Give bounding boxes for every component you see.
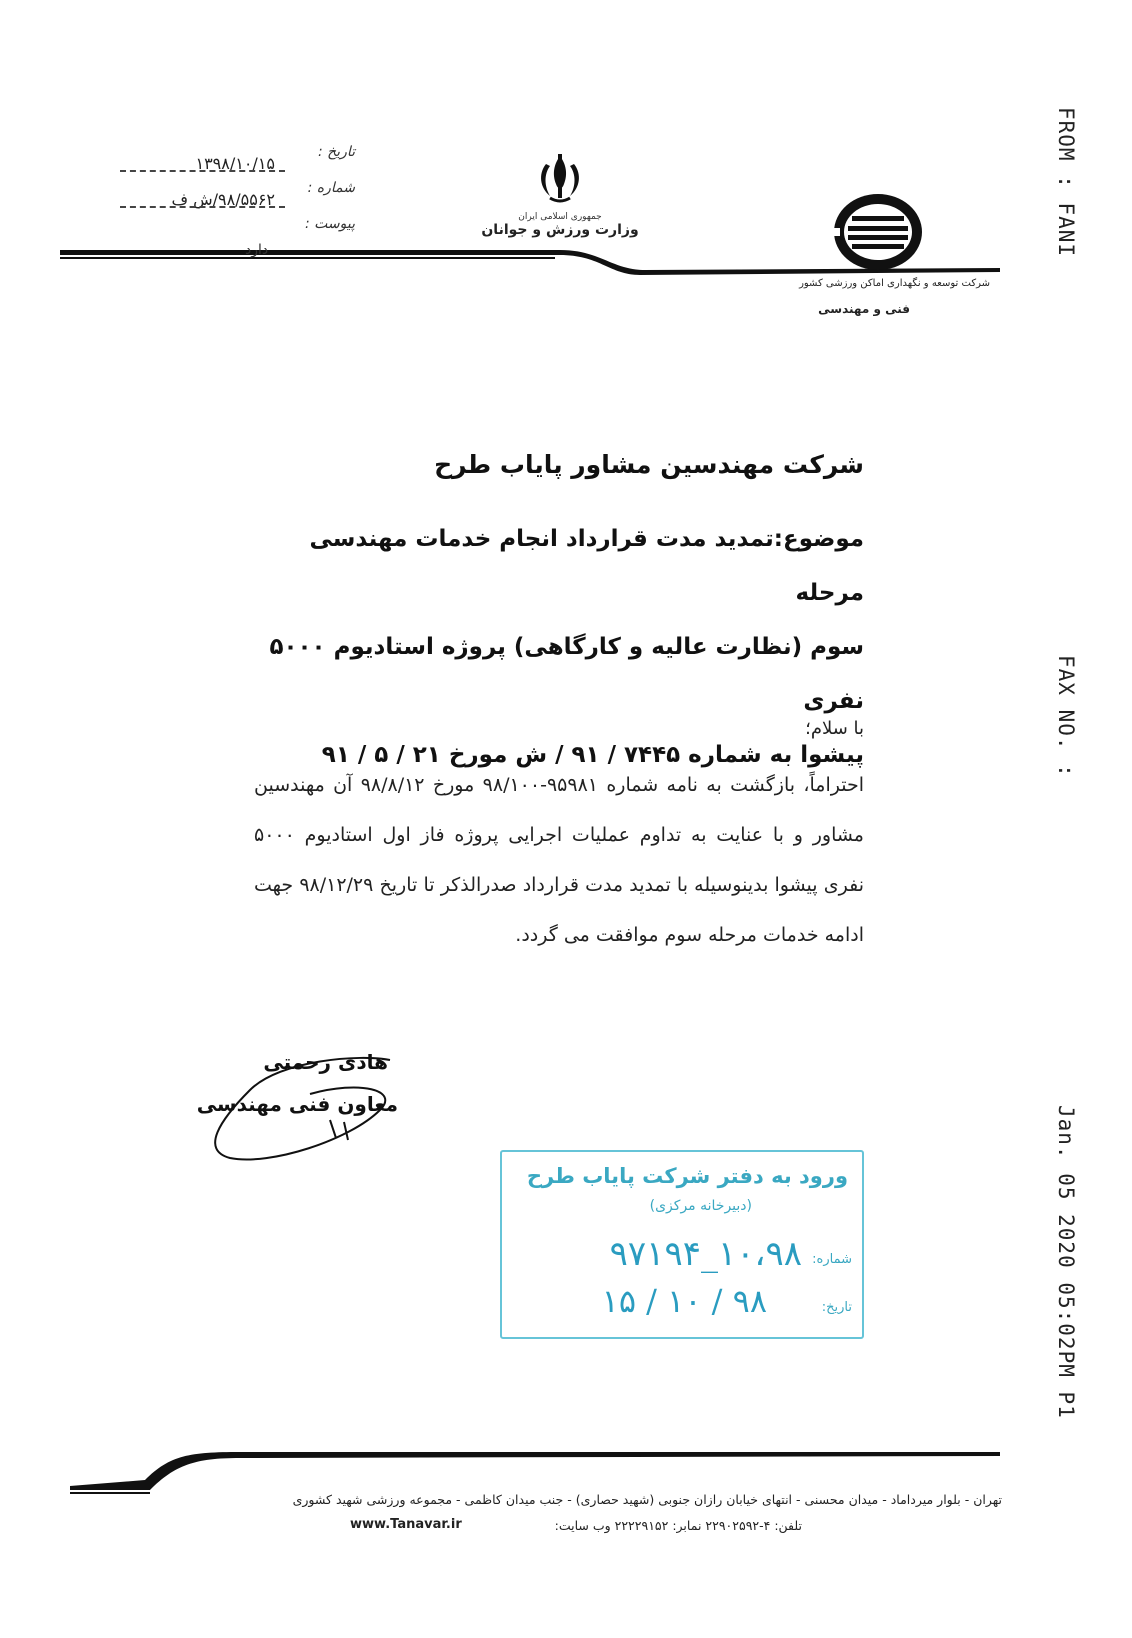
- date-value: ۱۳۹۸/۱۰/۱۵: [195, 154, 275, 173]
- stamp-subtitle: (دبیرخانه مرکزی): [649, 1198, 752, 1214]
- ministry-emblem-block: [480, 150, 640, 238]
- stamp-number-value: ۱۰،۹۸_۹۷۱۹۴: [609, 1234, 802, 1274]
- number-value: ۹۸/۵۵۶۲/ش ف: [171, 190, 275, 209]
- stamp-date-label: تاریخ:: [821, 1300, 852, 1315]
- fax-from: FROM : FANI: [1054, 107, 1078, 258]
- date-line: [120, 170, 285, 172]
- subject-line: پیشوا به شماره ۷۴۴۵ / ۹۱ / ش مورخ ۲۱ / ۵ / ۹۱: [321, 742, 864, 768]
- signature-block: [160, 1050, 420, 1170]
- subject-line: موضوع:تمدید مدت قرارداد انجام خدمات مهندسی مرحله: [309, 526, 864, 606]
- footer-website: www.Tanavar.ir: [350, 1517, 462, 1532]
- stamp-date-value: ۹۸ / ۱۰ / ۱۵: [601, 1282, 767, 1320]
- ministry-country: جمهوری اسلامی ایران: [518, 212, 602, 222]
- salutation: با سلام؛: [805, 718, 864, 739]
- letter-meta: [120, 140, 355, 248]
- letter-body: احتراماً، بازگشت به نامه شماره ۹۵۹۸۱-۹۸/۱۰۰ مورخ ۹۸/۸/۱۲ آن مهندسین مشاور و با عنایت به تداوم عملیات اجرایی پروژه فاز اول استادیوم ۵۰۰۰ نفری پیشوا بدینوسیله با تمدید مدت قرارداد صدرالذکر تا تاریخ ۹۸/۱۲/۲۹ جهت ادامه خدمات مرحله سوم موافقت می گردد.: [254, 774, 864, 946]
- stamp-title: ورود به دفتر شرکت پایاب طرح: [526, 1164, 848, 1188]
- stamp-number-label: شماره:: [812, 1252, 852, 1267]
- signer-name: هادی رحمتی: [263, 1050, 388, 1074]
- fax-timestamp: Jan. 05 2020 05:02PM P1: [1054, 1105, 1078, 1419]
- subject-line: سوم (نظارت عالیه و کارگاهی) پروژه استادیوم ۵۰۰۰ نفری: [269, 634, 864, 714]
- recipient: شرکت مهندسین مشاور پایاب طرح: [434, 450, 864, 479]
- number-line: [120, 206, 285, 208]
- letter-subject: [244, 512, 864, 782]
- number-label: شماره :: [307, 180, 355, 196]
- attachment-value: دارد: [245, 242, 269, 258]
- footer-phones: تلفن: ۴-۲۲۹۰۲۵۹۲ نمابر: ۲۲۲۲۹۱۵۲ وب سایت:: [554, 1518, 802, 1533]
- company-full-name: شرکت توسعه و نگهداری اماکن ورزشی کشور: [799, 278, 990, 289]
- receipt-stamp: [500, 1150, 864, 1339]
- date-label: تاریخ :: [317, 144, 355, 160]
- ministry-name: وزارت ورزش و جوانان: [481, 222, 639, 238]
- footer-address: تهران - بلوار میرداماد - میدان محسنی - انتهای خیابان رازان جنوبی (شهید حصاری) - جنب میدان کاظمی - مجموعه ورزشی شهید کشوری: [292, 1492, 1002, 1507]
- meta-number-row: [120, 176, 355, 212]
- company-logo-icon: [830, 190, 926, 274]
- signer-title: معاون فنی مهندسی: [196, 1092, 398, 1116]
- meta-date-row: [120, 140, 355, 176]
- fax-number: FAX NO. :: [1054, 655, 1078, 778]
- iran-emblem-icon: [532, 150, 588, 206]
- fax-header-strip: [1040, 95, 1130, 1515]
- meta-attachment-row: [120, 212, 355, 248]
- attachment-label: پیوست :: [305, 216, 355, 232]
- company-department: فنی و مهندسی: [818, 302, 910, 316]
